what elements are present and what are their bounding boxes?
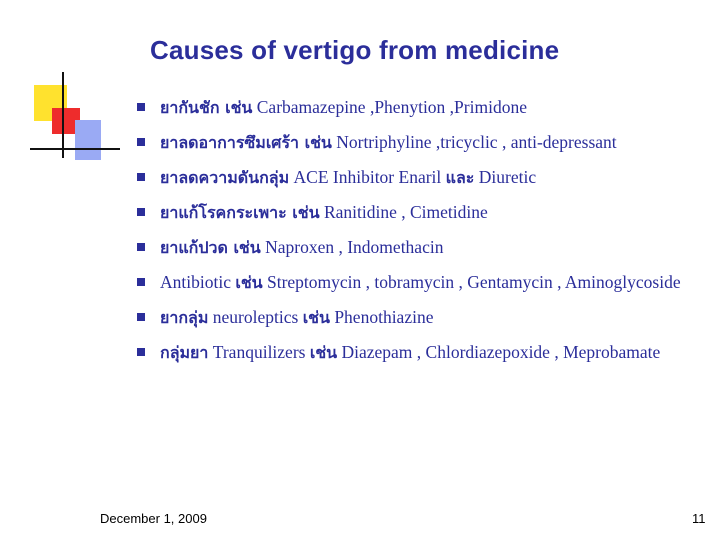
- bullet-thai-text: กลุ่มยา: [160, 343, 209, 362]
- footer-date: December 1, 2009: [100, 511, 207, 526]
- bullet-thai-text: ยากันชัก เช่น: [160, 98, 253, 117]
- bullet-thai-text: ยากลุ่ม: [160, 308, 209, 327]
- decor-blue-square: [75, 120, 101, 160]
- bullet-text: neuroleptics: [208, 307, 303, 327]
- bullet-list: [135, 95, 695, 375]
- bullet-item: [135, 165, 695, 190]
- decor-horizontal-line: [30, 148, 120, 150]
- bullet-thai-text-2: และ: [445, 168, 475, 187]
- bullet-thai-text: ยาลดความดันกลุ่ม: [160, 168, 290, 187]
- bullet-text: Tranquilizers: [208, 342, 310, 362]
- bullet-thai-text-2: เช่น: [302, 308, 330, 327]
- bullet-text: Ranitidine , Cimetidine: [319, 202, 488, 222]
- bullet-text-2: Streptomycin , tobramycin , Gentamycin , Aminoglycoside: [262, 272, 681, 292]
- bullet-item: [135, 130, 695, 155]
- bullet-thai-text-2: เช่น: [309, 343, 338, 362]
- bullet-text-2: Diazepam , Chlordiazepoxide , Meprobamate: [337, 342, 661, 362]
- bullet-item: [135, 95, 695, 120]
- bullet-text-2: Diuretic: [474, 167, 537, 187]
- bullet-thai-text-2: เช่น: [235, 273, 263, 292]
- bullet-thai-text: ยาลดอาการซึมเศร้า เช่น: [160, 133, 332, 152]
- bullet-text: Carbamazepine ,Phenytion ,Primidone: [252, 97, 527, 117]
- bullet-item: [135, 305, 695, 330]
- bullet-text-2: Phenothiazine: [329, 307, 434, 327]
- page-number: 11: [692, 511, 706, 526]
- bullet-text: Nortriphyline ,tricyclic , anti-depressant: [331, 132, 617, 152]
- bullet-text: ACE Inhibitor Enaril: [289, 167, 446, 187]
- bullet-text: Antibiotic: [160, 272, 236, 292]
- decor-vertical-line: [62, 72, 64, 158]
- bullet-item: [135, 340, 695, 365]
- bullet-thai-text: ยาแก้โรคกระเพาะ เช่น: [160, 203, 320, 222]
- bullet-item: [135, 235, 695, 260]
- bullet-item: [135, 270, 695, 295]
- bullet-text: Naproxen , Indomethacin: [260, 237, 444, 257]
- bullet-thai-text: ยาแก้ปวด เช่น: [160, 238, 261, 257]
- slide-title: Causes of vertigo from medicine: [150, 35, 560, 65]
- bullet-item: [135, 200, 695, 225]
